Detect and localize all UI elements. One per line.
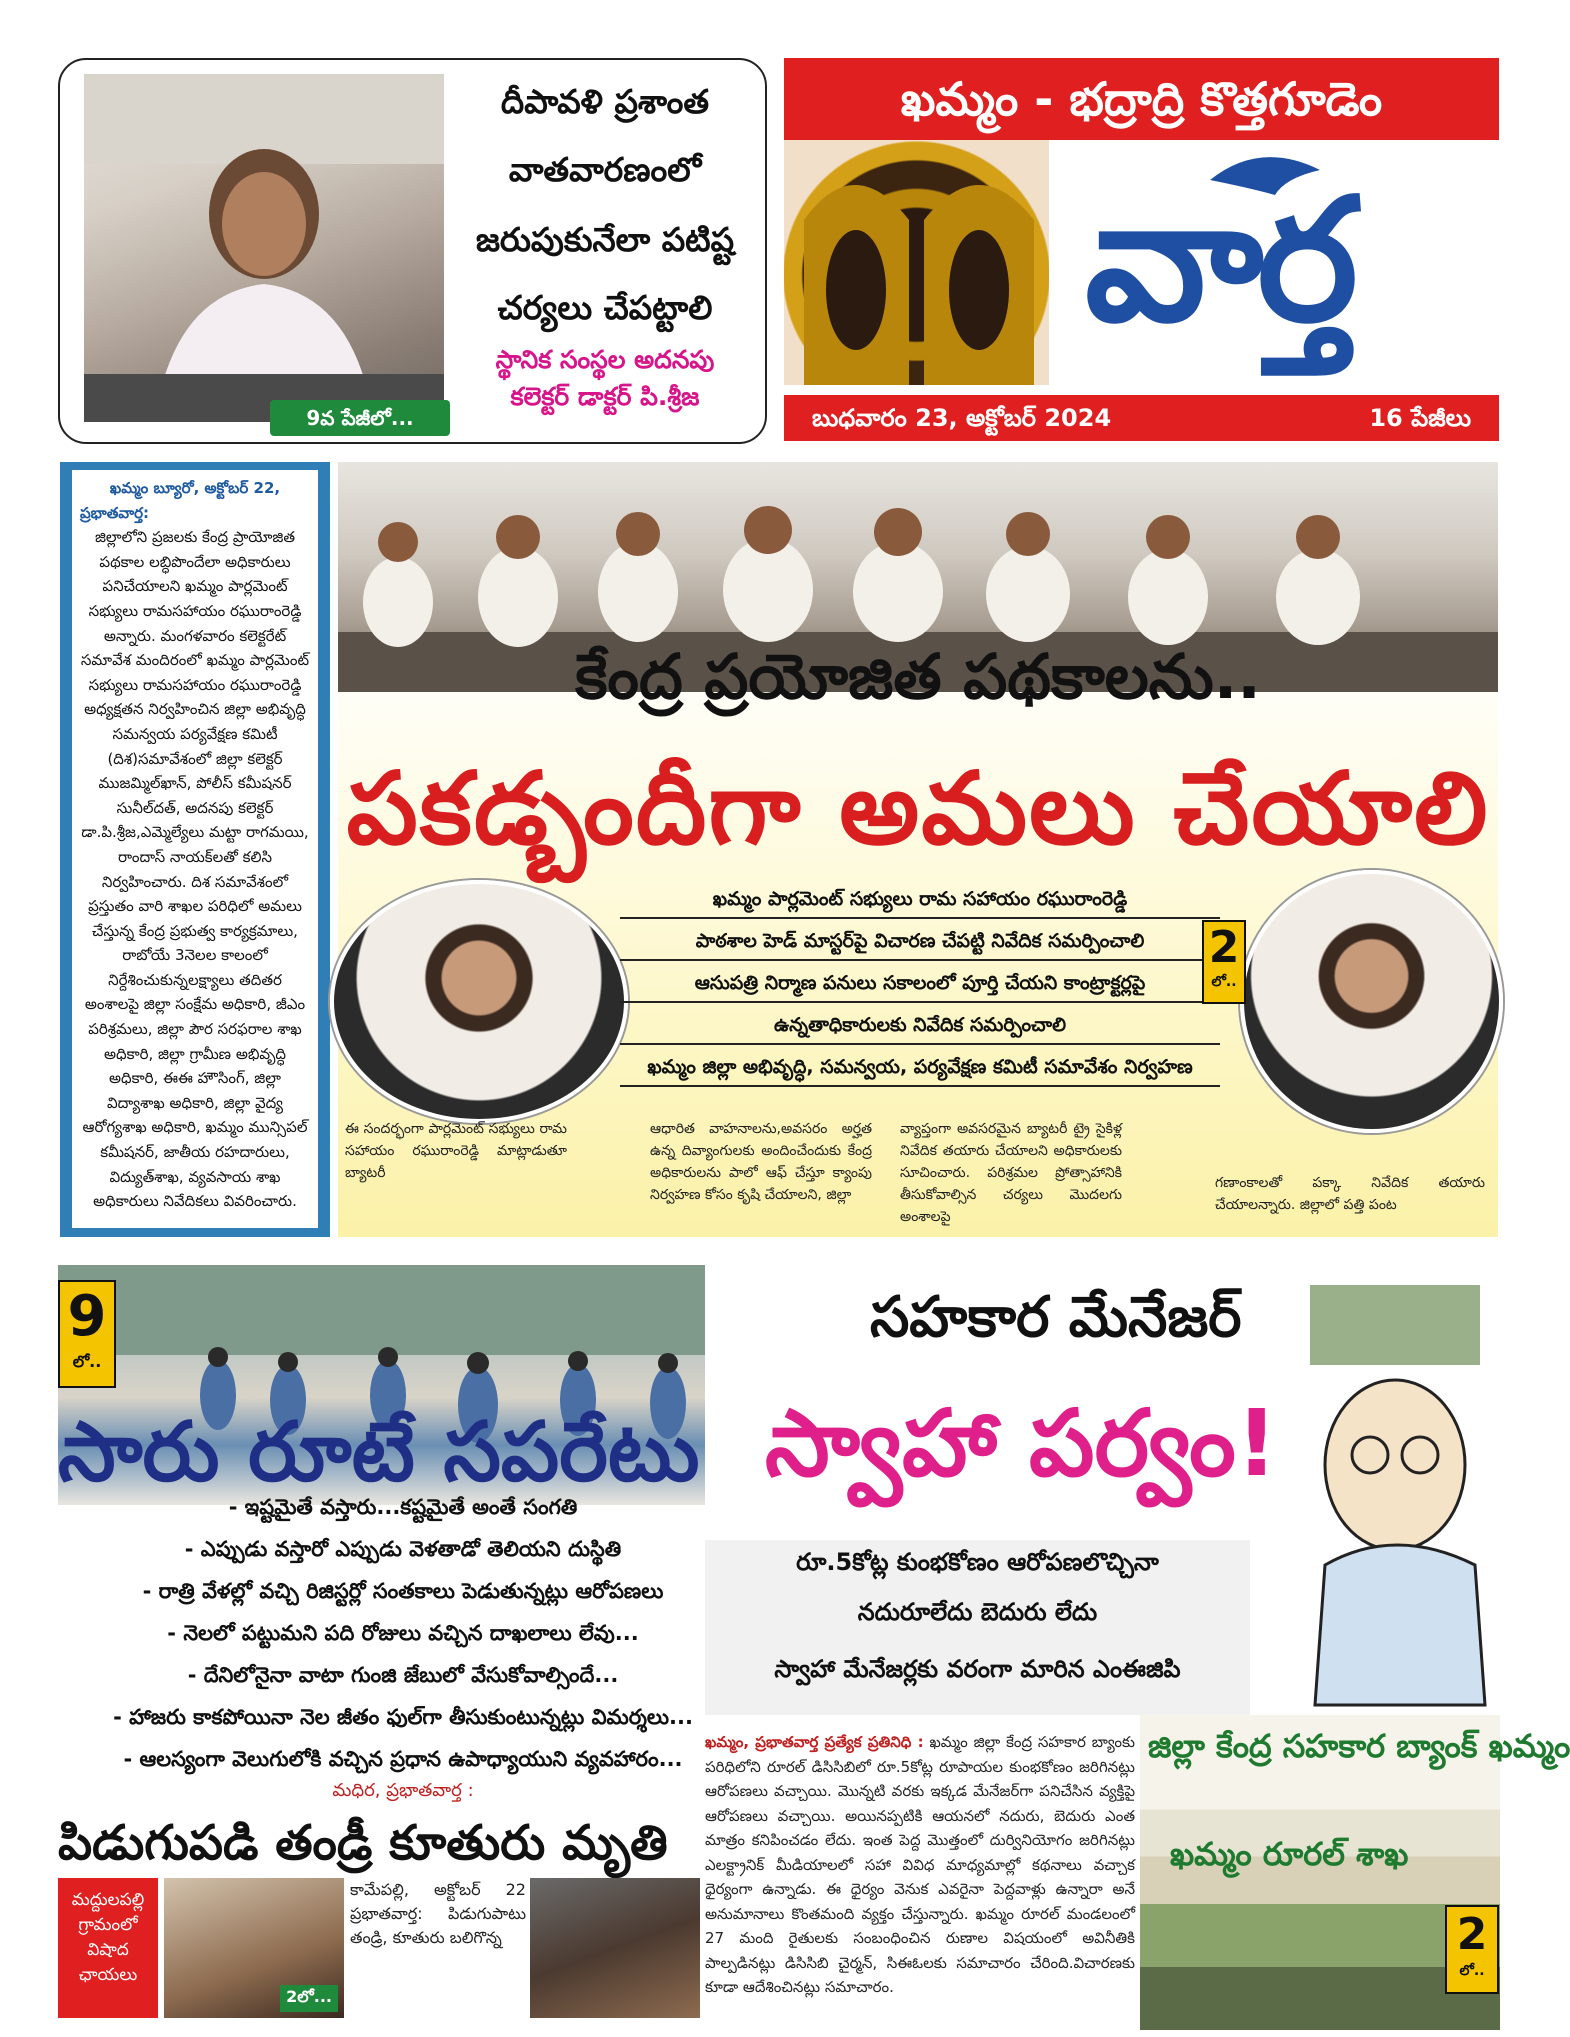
coop-page-2-suffix: లో.. <box>1459 1963 1485 1979</box>
coop-dateline: ఖమ్మం, ప్రభాతవార్త ప్రత్యేక ప్రతినిధి : <box>705 1733 924 1751</box>
main-column-1: ఈ సందర్భంగా పార్లమెంట్ సభ్యులు రామ సహాయం రఘురాంరెడ్డి మాట్లాడుతూ బ్యాటరీ <box>345 1121 567 1181</box>
date-bar <box>784 395 1499 441</box>
main-column-2: ఆధారిత వాహనాలను,అవసరం అర్హత ఉన్న దివ్యాంగులకు అందించేందుకు కేంద్ర అధికారులను పాలో ఆఫ్ చేస్తూ క్యాంపు నిర్వహణ కోసం కృషి చేయాలని, జిల్లా <box>650 1121 872 1203</box>
teaser-sub-2: కలెక్టర్ డాక్టర్ పి.శ్రీజ <box>510 382 700 411</box>
mp-photo <box>330 880 628 1123</box>
coop-kicker[interactable]: సహకార మేనేజర్ <box>870 1285 1242 1350</box>
coop-body <box>705 1730 1135 2000</box>
edition-title: ఖమ్మం - భద్రాద్రి కొత్తగూడెం <box>784 58 1499 140</box>
left-source: ప్రభాతవార్త: <box>80 503 150 522</box>
page-9-suffix: లో.. <box>72 1352 102 1371</box>
coop-page-2-number: 2 <box>1456 1909 1488 1960</box>
main-column-3: వ్యాప్తంగా అవసరమైన బ్యాటరీ ట్రై సైకిళ్ల నివేదిక తయారు చేయాలని అధికారులకు సూచించారు. పరిశ్రమల ప్రోత్సాహానికి తీసుకోవాల్సిన చర్యలు మొదలగు అంశాలపై <box>900 1121 1122 1225</box>
main-bullet-5: ఖమ్మం జిల్లా అభివృద్ధి, సమన్వయ, పర్యవేక్షణ కమిటీ సమావేశం నిర్వహణ <box>620 1056 1220 1087</box>
left-body: జిల్లాలోని ప్రజలకు కేంద్ర ప్రాయోజిత పథకాల లబ్ధిపొందేలా అధికారులు పనిచేయాలని ఖమ్మం పార్లమెంట్ సభ్యులు రామసహాయం రఘురాంరెడ్డి అన్నారు. మంగళవారం కలెక్టరేట్ సమావేశ మందిరంలో ఖమ్మం పార్లమెంట్ సభ్యులు రామసహాయం రఘురాంరెడ్డి అధ్యక్షతన నిర్వహించిన జిల్లా అభివృద్ధి సమన్వయ పర్యవేక్షణ కమిటీ (దిశ)సమావేశంలో జిల్లా కలెక్టర్ ముజమ్మిల్‌ఖాన్, పోలీస్ కమీషనర్ సునీల్‌దత్, అదనపు కలెక్టర్ డా.పి.శ్రీజ,ఎమ్మెల్యేలు మట్టా రాగమయి, రాందాస్ నాయక్‌లతో కలిసి నిర్వహించారు. దిశ సమావేశంలో ప్రస్తుతం వారి శాఖల పరిధిలో అమలు చేస్తున్న కేంద్ర ప్రభుత్వ కార్యక్రమాలు, రాబోయే 3నెలల కాలంలో నిర్దేశించుకున్నలక్ష్యాలు తదితర అంశాలపై జిల్లా సంక్షేమ అధికారి, జీఎం పరిశ్రమలు, జిల్లా పౌర సరఫరాల శాఖ అధికారి, జిల్లా గ్రామీణ అభివృద్ధి అధికారి, ఈఈ హౌసింగ్, జిల్లా విద్యాశాఖ అధికారి, జిల్లా వైద్య ఆరోగ్యశాఖ అధికారి, ఖమ్మం మున్సిపల్ కమీషనర్, జాతీయ రహదారులు, విద్యుత్‌శాఖ, వ్యవసాయ శాఖ అధికారులు నివేదికలు వివరించారు. <box>80 528 310 1211</box>
deity-illustration <box>784 140 1049 385</box>
main-headline[interactable]: పకడ్బందీగా అమలు చేయాలి <box>346 750 1490 867</box>
main-bullet-2: పాఠశాల హెడ్ మాస్టర్‌పై విచారణ చేపట్టి నివేదిక సమర్పించాలి <box>620 930 1220 961</box>
main-bullet-4: ఉన్నతాధికారులకు నివేదిక సమర్పించాలి <box>620 1014 1220 1045</box>
page-2-suffix: లో.. <box>1211 974 1237 990</box>
coop-page-2-badge[interactable] <box>1445 1905 1499 1994</box>
teaser-line-2: వాతవారణంలో <box>508 150 702 189</box>
school-bullet-7: - ఆలస్యంగా వెలుగులోకి వచ్చిన ప్రధాన ఉపాధ్యాయుని వ్యవహారం... <box>123 1747 683 1771</box>
left-dateline: ఖమ్మం బ్యూరో, అక్టోబర్ 22, <box>109 479 281 497</box>
teaser-sub-1: స్థానిక సంస్థల అదనపు <box>495 345 715 374</box>
teaser-line-4: చర్యలు చేపట్టాలి <box>497 288 713 327</box>
coop-sub-1: రూ.5కోట్ల కుంభకోణం ఆరోపణలొచ్చినా <box>796 1548 1159 1576</box>
thunder-page-tag[interactable]: 2లో... <box>280 1985 338 2012</box>
bank-sign-sub: ఖమ్మం రూరల్ శాఖ <box>1170 1835 1409 1873</box>
teaser-page-tag[interactable]: 9వ పేజీలో... <box>270 400 450 436</box>
school-bullet-6: - హాజరు కాకపోయినా నెల జీతం ఫుల్‌గా తీసుకుంటున్నట్లు విమర్శలు... <box>113 1705 693 1729</box>
thunder-photo-2 <box>530 1878 700 2018</box>
page-9-badge[interactable] <box>58 1280 116 1388</box>
issue-date: బుధవారం 23, అక్టోబర్ 2024 <box>812 404 1112 432</box>
main-kicker[interactable]: కేంద్ర ప్రయోజిత పథకాలను.. <box>575 640 1261 713</box>
page-count: 16 పేజీలు <box>1369 404 1471 432</box>
thunder-text: కామేపల్లి, అక్టోబర్ 22 ప్రభాతవార్త: పిడుగుపాటు తండ్రి, కూతురు బలిగొన్న <box>350 1880 526 1947</box>
school-headline[interactable]: సారు రూటే సపరేటు <box>58 1405 700 1500</box>
coop-body-text: ఖమ్మం జిల్లా కేంద్ర సహకార బ్యాంకు పరిధిలోని రూరల్ డిసిసిబిలో రూ.5కోట్ల రూపాయల కుంభకోణం జరిగినట్లు ఆరోపణలు వచ్చాయి. మొన్నటి వరకు ఇక్కడ మేనేజర్‌గా పనిచేసిన వ్యక్తిపై ఆరోపణలు వచ్చాయి. అయినప్పటికి ఆయనలో నదురు, బెదురు ఎంత మాత్రం కనిపించడం లేదు. ఇంత పెద్ద మొత్తంలో దుర్వినియోగం జరిగినట్లు ఎలక్ట్రానిక్ మీడియాలలో సహా వివిధ మాధ్యమాల్లో కథనాలు వచ్చాక ధైర్యంగా ఉన్నాడు. ఈ ధైర్యం వెనుక ఎవరైనా పెద్దవాళ్లు ఉన్నారా అనే అనుమానాలు కొంతమంది వ్యక్తం చేస్తున్నారు. ఖమ్మం రూరల్ మండలంలో 27 మంది రైతులకు సంబంధించిన రుణాల విషయంలో అవినీతికి పాల్పడినట్లు డిసిసిబి చైర్మన్, సిఈఓలకు సమాచారం చేరింది.విచారణకు కూడా ఆదేశించినట్లు సమాచారం. <box>705 1733 1135 1996</box>
coop-sub-3: స్వాహా మేనేజర్లకు వరంగా మారిన ఎంఈజిపి <box>774 1655 1181 1683</box>
school-bullet-3: - రాత్రి వేళల్లో వచ్చి రిజిస్టర్లో సంతకాలు పెడుతున్నట్లు ఆరోపణలు <box>142 1579 664 1603</box>
school-bullet-1: - ఇష్టమైతే వస్తారు...కష్టమైతే అంతే సంగతి <box>228 1495 578 1519</box>
masthead-logo-text: వార్త <box>1085 160 1352 360</box>
main-bullet-1: ఖమ్మం పార్లమెంట్ సభ్యులు రామ సహాయం రఘురాంరెడ్డి <box>620 888 1220 919</box>
page-2-number: 2 <box>1208 922 1240 973</box>
left-column-story[interactable] <box>72 470 318 1228</box>
main-bullet-3: ఆసుపత్రి నిర్మాణ పనులు సకాలంలో పూర్తి చేయని కాంట్రాక్టర్లపై <box>620 972 1220 1003</box>
school-byline: మధిర, ప్రభాతవార్త : <box>332 1780 474 1801</box>
page-2-badge[interactable] <box>1202 920 1246 1004</box>
temple-deity-image <box>784 140 1049 385</box>
coop-sub-2: నదురూలేదు బెదురు లేదు <box>857 1598 1098 1626</box>
main-column-4: గణాంకాలతో పక్కా నివేదిక తయారు చేయాలన్నారు. జిల్లాలో పత్తి పంట <box>1215 1175 1485 1213</box>
teaser-line-1: దీపావళి ప్రశాంత <box>500 82 710 121</box>
collector-photo <box>84 74 444 422</box>
teaser-line-3: జరుపుకునేలా పటిష్ట <box>475 220 735 259</box>
thunder-photo-1 <box>164 1878 344 2018</box>
bank-sign-text: జిల్లా కేంద్ర సహకార బ్యాంక్ ఖమ్మం <box>1148 1727 1570 1765</box>
collector-illustration <box>84 74 444 422</box>
school-bullet-5: - దేనిలోనైనా వాటా గుంజి జేబులో వేసుకోవాల్సిందే... <box>187 1663 619 1687</box>
coop-headline[interactable]: స్వాహా పర్వం! <box>765 1390 1278 1497</box>
thunder-side-box: మద్దులపల్లి గ్రామంలో విషాద ఛాయలు <box>58 1878 158 2018</box>
collector-meeting-photo <box>1240 870 1503 1133</box>
thunder-headline[interactable]: పిడుగుపడి తండ్రీ కూతురు మృతి <box>58 1815 668 1871</box>
school-bullet-2: - ఎప్పుడు వస్తారో ఎప్పుడు వెళతాడో తెలియని దుస్థితి <box>184 1537 622 1561</box>
school-bullet-4: - నెలలో పట్టుమని పది రోజులు వచ్చిన దాఖలాలు లేవు... <box>167 1621 639 1645</box>
teaser-box[interactable] <box>58 58 767 444</box>
page-9-number: 9 <box>67 1284 107 1349</box>
